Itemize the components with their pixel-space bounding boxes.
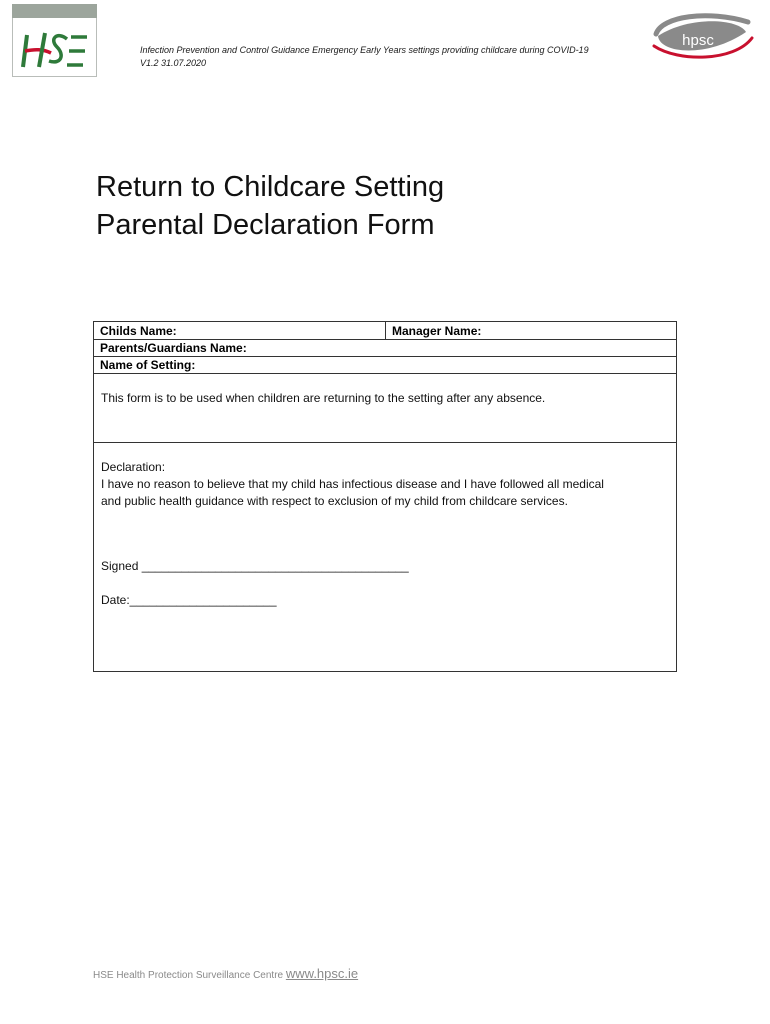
hse-logo xyxy=(12,4,97,77)
declaration-line-2: and public health guidance with respect to exclusion of my child from childcare services. xyxy=(101,494,568,508)
signature-field[interactable]: Signed ________________________________________ xyxy=(101,559,409,573)
date-field[interactable]: Date:______________________ xyxy=(101,593,277,607)
header-version: V1.2 31.07.2020 xyxy=(140,58,207,68)
hse-logo-bar xyxy=(12,4,97,18)
hpsc-logo xyxy=(648,12,758,62)
declaration-heading: Declaration: xyxy=(101,460,166,474)
hse-logo-mark xyxy=(21,27,91,71)
hpsc-logo-text: hpsc xyxy=(682,32,714,49)
intro-text: This form is to be used when children are returning to the setting after any absence. xyxy=(101,391,546,405)
form-row-parents xyxy=(94,339,676,357)
document-header xyxy=(140,44,589,70)
form-row-setting xyxy=(94,356,676,374)
declaration-form xyxy=(93,321,677,672)
parents-guardians-name-field[interactable]: Parents/Guardians Name: xyxy=(100,341,247,355)
cell-divider xyxy=(385,322,386,339)
title-line-2: Parental Declaration Form xyxy=(96,209,435,241)
title-line-1: Return to Childcare Setting xyxy=(96,171,445,203)
form-row-intro xyxy=(94,373,676,443)
form-row-childs-name xyxy=(94,322,676,340)
childs-name-field[interactable]: Childs Name: xyxy=(100,324,177,338)
page-footer xyxy=(93,966,358,981)
header-guidance-title: Infection Prevention and Control Guidance Emergency Early Years settings providing childcare during COVID-19 xyxy=(140,45,589,55)
manager-name-field[interactable]: Manager Name: xyxy=(392,324,482,338)
declaration-line-1: I have no reason to believe that my child has infectious disease and I have followed all medical xyxy=(101,477,604,491)
setting-name-field[interactable]: Name of Setting: xyxy=(100,358,196,372)
footer-link[interactable]: www.hpsc.ie xyxy=(285,966,359,981)
page-title xyxy=(96,168,444,244)
footer-text: HSE Health Protection Surveillance Centre xyxy=(93,970,284,981)
